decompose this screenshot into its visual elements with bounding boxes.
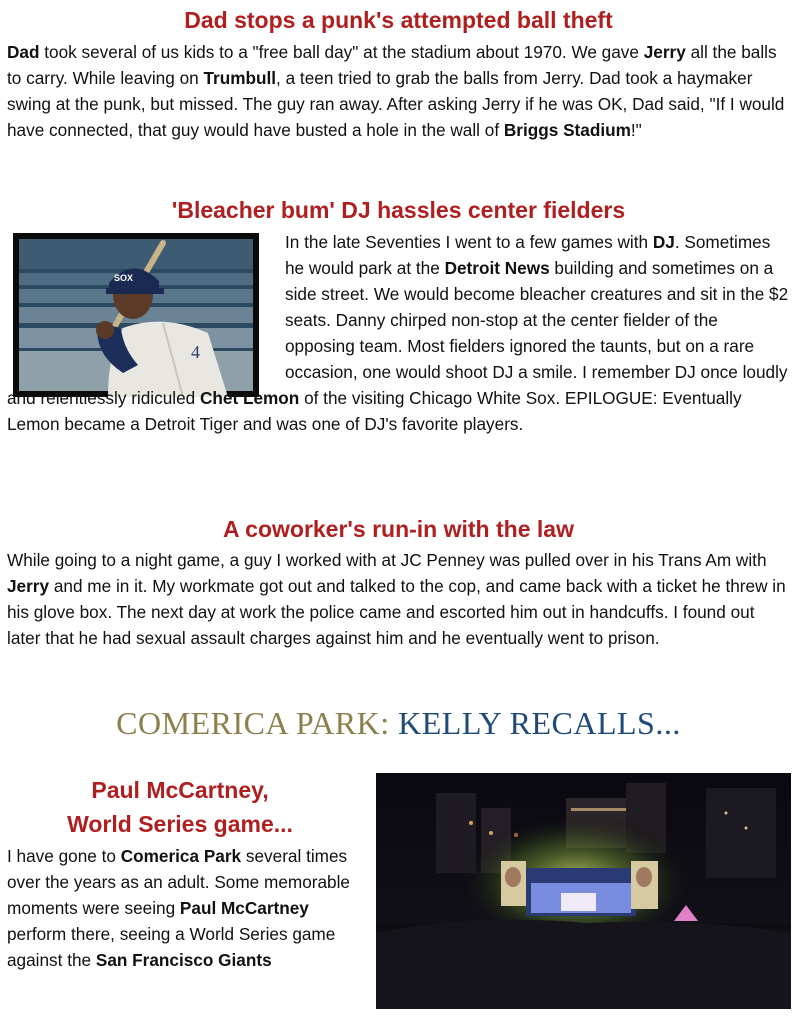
bold-name: Comerica Park	[120, 846, 242, 866]
bold-name: DJ	[652, 232, 675, 252]
banner-part2: KELLY RECALLS...	[398, 705, 681, 741]
banner-part1: COMERICA PARK:	[116, 705, 399, 741]
bold-name: Jerry	[643, 42, 686, 62]
heading-mccartney-line1: Paul McCartney,	[91, 777, 269, 803]
comerica-park-banner	[0, 703, 797, 743]
helmet-text: SOX	[114, 273, 134, 283]
bold-name: Trumbull	[203, 68, 277, 88]
paragraph-ball-theft: Dad took several of us kids to a "free ball day" at the stadium about 1970. We gave Jerry all the balls to carry. While leaving on Trumbull, a teen tried to grab the balls from Jerry. Dad took a haymaker swing at the punk, but missed. The guy ran away. After asking Jerry if he was OK, Dad said, "If I would have connected, that guy would have busted a hole in the wall of Briggs Stadium!"	[7, 42, 785, 140]
concert-photo	[376, 773, 791, 1009]
bold-name: Chet Lemon	[199, 388, 300, 408]
bold-name: Dad	[7, 42, 40, 62]
heading-mccartney-line2: World Series game...	[67, 811, 293, 837]
heading-ball-theft: Dad stops a punk's attempted ball theft	[184, 7, 613, 33]
heading-coworker-law: A coworker's run-in with the law	[223, 516, 574, 542]
paragraph-coworker-law: While going to a night game, a guy I worked with at JC Penney was pulled over in his Trans Am with Jerry and me in it. My workmate got out and talked to the cop, and came back with a ticket he threw in his glove box. The next day at work the police came and escorted him out in handcuffs. I found out later that he had sexual assault charges against him and he eventually went to prison.	[7, 550, 786, 648]
heading-bleacher-bum: 'Bleacher bum' DJ hassles center fielders	[171, 197, 626, 223]
bold-name: Jerry	[7, 576, 50, 596]
svg-text:4: 4	[191, 342, 200, 362]
paragraph-bleacher-bum-top: In the late Seventies I went to a few games with DJ. Sometimes he would park at the Detroit News building and sometimes on a side street. We would become bleacher creatures and sit in the $2 seats. Danny chirped non-stop at the center fielder of the opposing team. Most fielders ignored the taunts, but on a rare occasion, one would shoot DJ a smile. I remember DJ once loudly and relentlessly ridiculed Chet Lemon of the visiting Chicago White Sox. EPILOGUE: Eventually Lemon became a Detroit Tiger and was one of DJ's favorite players.	[7, 232, 789, 434]
bold-name: Paul McCartney	[179, 898, 309, 918]
bold-name: Detroit News	[444, 258, 550, 278]
bold-name: San Francisco Giants	[95, 950, 272, 970]
bold-name: Briggs Stadium	[503, 120, 631, 140]
paragraph-mccartney: I have gone to Comerica Park several times over the years as an adult. Some memorable moments were seeing Paul McCartney perform there, seeing a World Series game against the San Francisco Giants	[7, 846, 350, 970]
